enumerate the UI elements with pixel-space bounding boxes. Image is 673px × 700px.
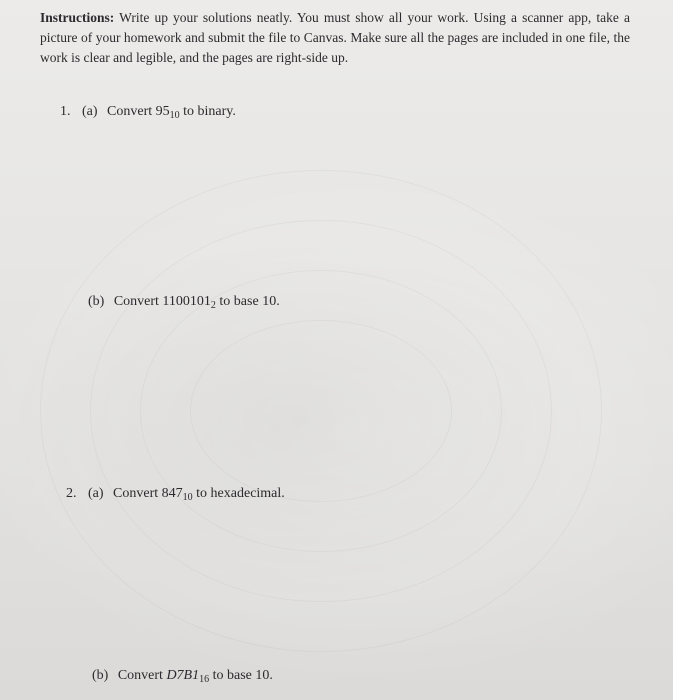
- problem-text: Convert 847: [113, 486, 183, 501]
- hex-value: D7B1: [166, 668, 200, 683]
- base-subscript: 10: [169, 110, 180, 121]
- base-subscript: 2: [210, 300, 216, 311]
- problem-part-label: (b): [88, 294, 105, 309]
- problem-part-label: (b): [92, 668, 109, 683]
- problem-part-label: (a): [88, 486, 104, 501]
- paper-shadow-ripple: [190, 320, 452, 502]
- problem-text-suffix: to base 10.: [215, 294, 280, 309]
- problem-2a: [66, 486, 285, 503]
- instructions-label: Instructions:: [40, 10, 115, 25]
- paper-shadow-ripple: [40, 170, 602, 652]
- problem-2b: [92, 668, 273, 685]
- problem-number: 1.: [60, 104, 71, 119]
- problem-text: Convert: [117, 668, 167, 683]
- problem-1b: [88, 294, 280, 311]
- problem-1a: [60, 104, 236, 121]
- problem-text-suffix: to binary.: [179, 104, 236, 119]
- problem-number: 2.: [66, 486, 77, 501]
- instructions-paragraph: [40, 8, 630, 68]
- base-subscript: 10: [182, 492, 193, 503]
- problem-text: Convert 95: [107, 104, 170, 119]
- problem-part-label: (a): [82, 104, 98, 119]
- problem-text-suffix: to base 10.: [209, 668, 273, 683]
- problem-text-suffix: to hexadecimal.: [192, 486, 285, 501]
- base-subscript: 16: [199, 674, 210, 685]
- instructions-text: Write up your solutions neatly. You must show all your work. Using a scanner app, take a picture of your homework and submit the file to Canvas. Make sure all the pages are included in one file, the work is clear and legible, and the pages are right-side up.: [40, 10, 630, 65]
- paper-shadow-ripple: [140, 270, 502, 552]
- paper-shadow-ripple: [90, 220, 552, 602]
- problem-text: Convert 1100101: [113, 294, 211, 309]
